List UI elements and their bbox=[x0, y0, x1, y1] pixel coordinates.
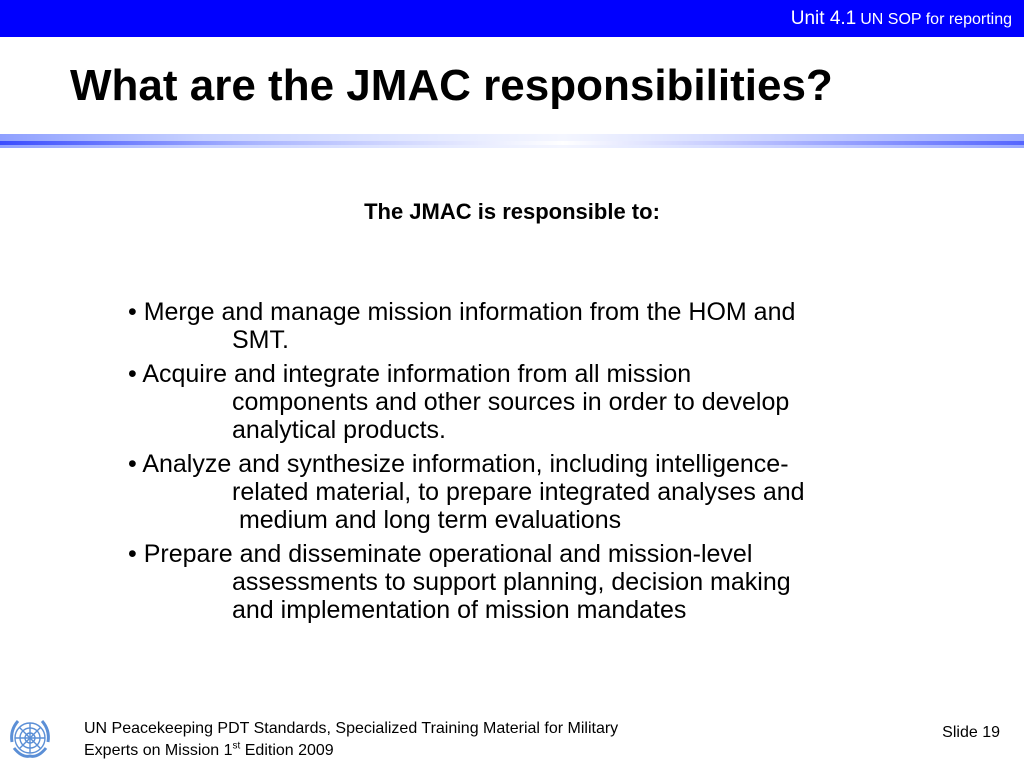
header-bar bbox=[0, 0, 1024, 37]
footer-edition: Edition 2009 bbox=[240, 742, 334, 759]
footer-citation bbox=[84, 718, 764, 762]
title-divider-line bbox=[0, 141, 1024, 145]
bullet-continuation: components and other sources in order to develop bbox=[232, 388, 790, 416]
bullet-continuation: SMT. bbox=[232, 326, 289, 354]
footer-line-1: UN Peacekeeping PDT Standards, Specialized Training Material for Military bbox=[84, 720, 619, 737]
footer-line-2 bbox=[84, 740, 764, 762]
bullet-item bbox=[128, 298, 908, 354]
bullet-item bbox=[128, 450, 908, 534]
unit-number: Unit 4.1 bbox=[790, 8, 857, 29]
bullet-text: • Analyze and synthesize information, including intelligence- bbox=[128, 450, 789, 478]
unit-topic: UN SOP for reporting bbox=[860, 11, 1012, 28]
bullet-text: • Acquire and integrate information from all mission bbox=[128, 360, 692, 388]
footer-superscript: st bbox=[232, 740, 241, 752]
bullet-item bbox=[128, 540, 908, 624]
bullet-continuation: and implementation of mission mandates bbox=[232, 596, 687, 624]
unit-label bbox=[791, 8, 1012, 31]
slide-subheading: The JMAC is responsible to: bbox=[364, 199, 660, 224]
footer-line-2-text: Experts on Mission 1 bbox=[84, 742, 233, 759]
bullet-continuation: related material, to prepare integrated analyses and bbox=[232, 478, 805, 506]
bullet-list bbox=[128, 298, 908, 630]
bullet-text: • Prepare and disseminate operational and mission-level bbox=[128, 540, 753, 568]
bullet-continuation: assessments to support planning, decision making bbox=[232, 568, 791, 596]
un-emblem-icon bbox=[4, 712, 56, 764]
slide-title: What are the JMAC responsibilities? bbox=[70, 61, 833, 110]
bullet-item bbox=[128, 360, 908, 444]
bullet-text: • Merge and manage mission information from the HOM and bbox=[128, 298, 796, 326]
slide-number: Slide 19 bbox=[942, 724, 1000, 741]
bullet-continuation: medium and long term evaluations bbox=[232, 506, 622, 534]
bullet-continuation: analytical products. bbox=[232, 416, 447, 444]
